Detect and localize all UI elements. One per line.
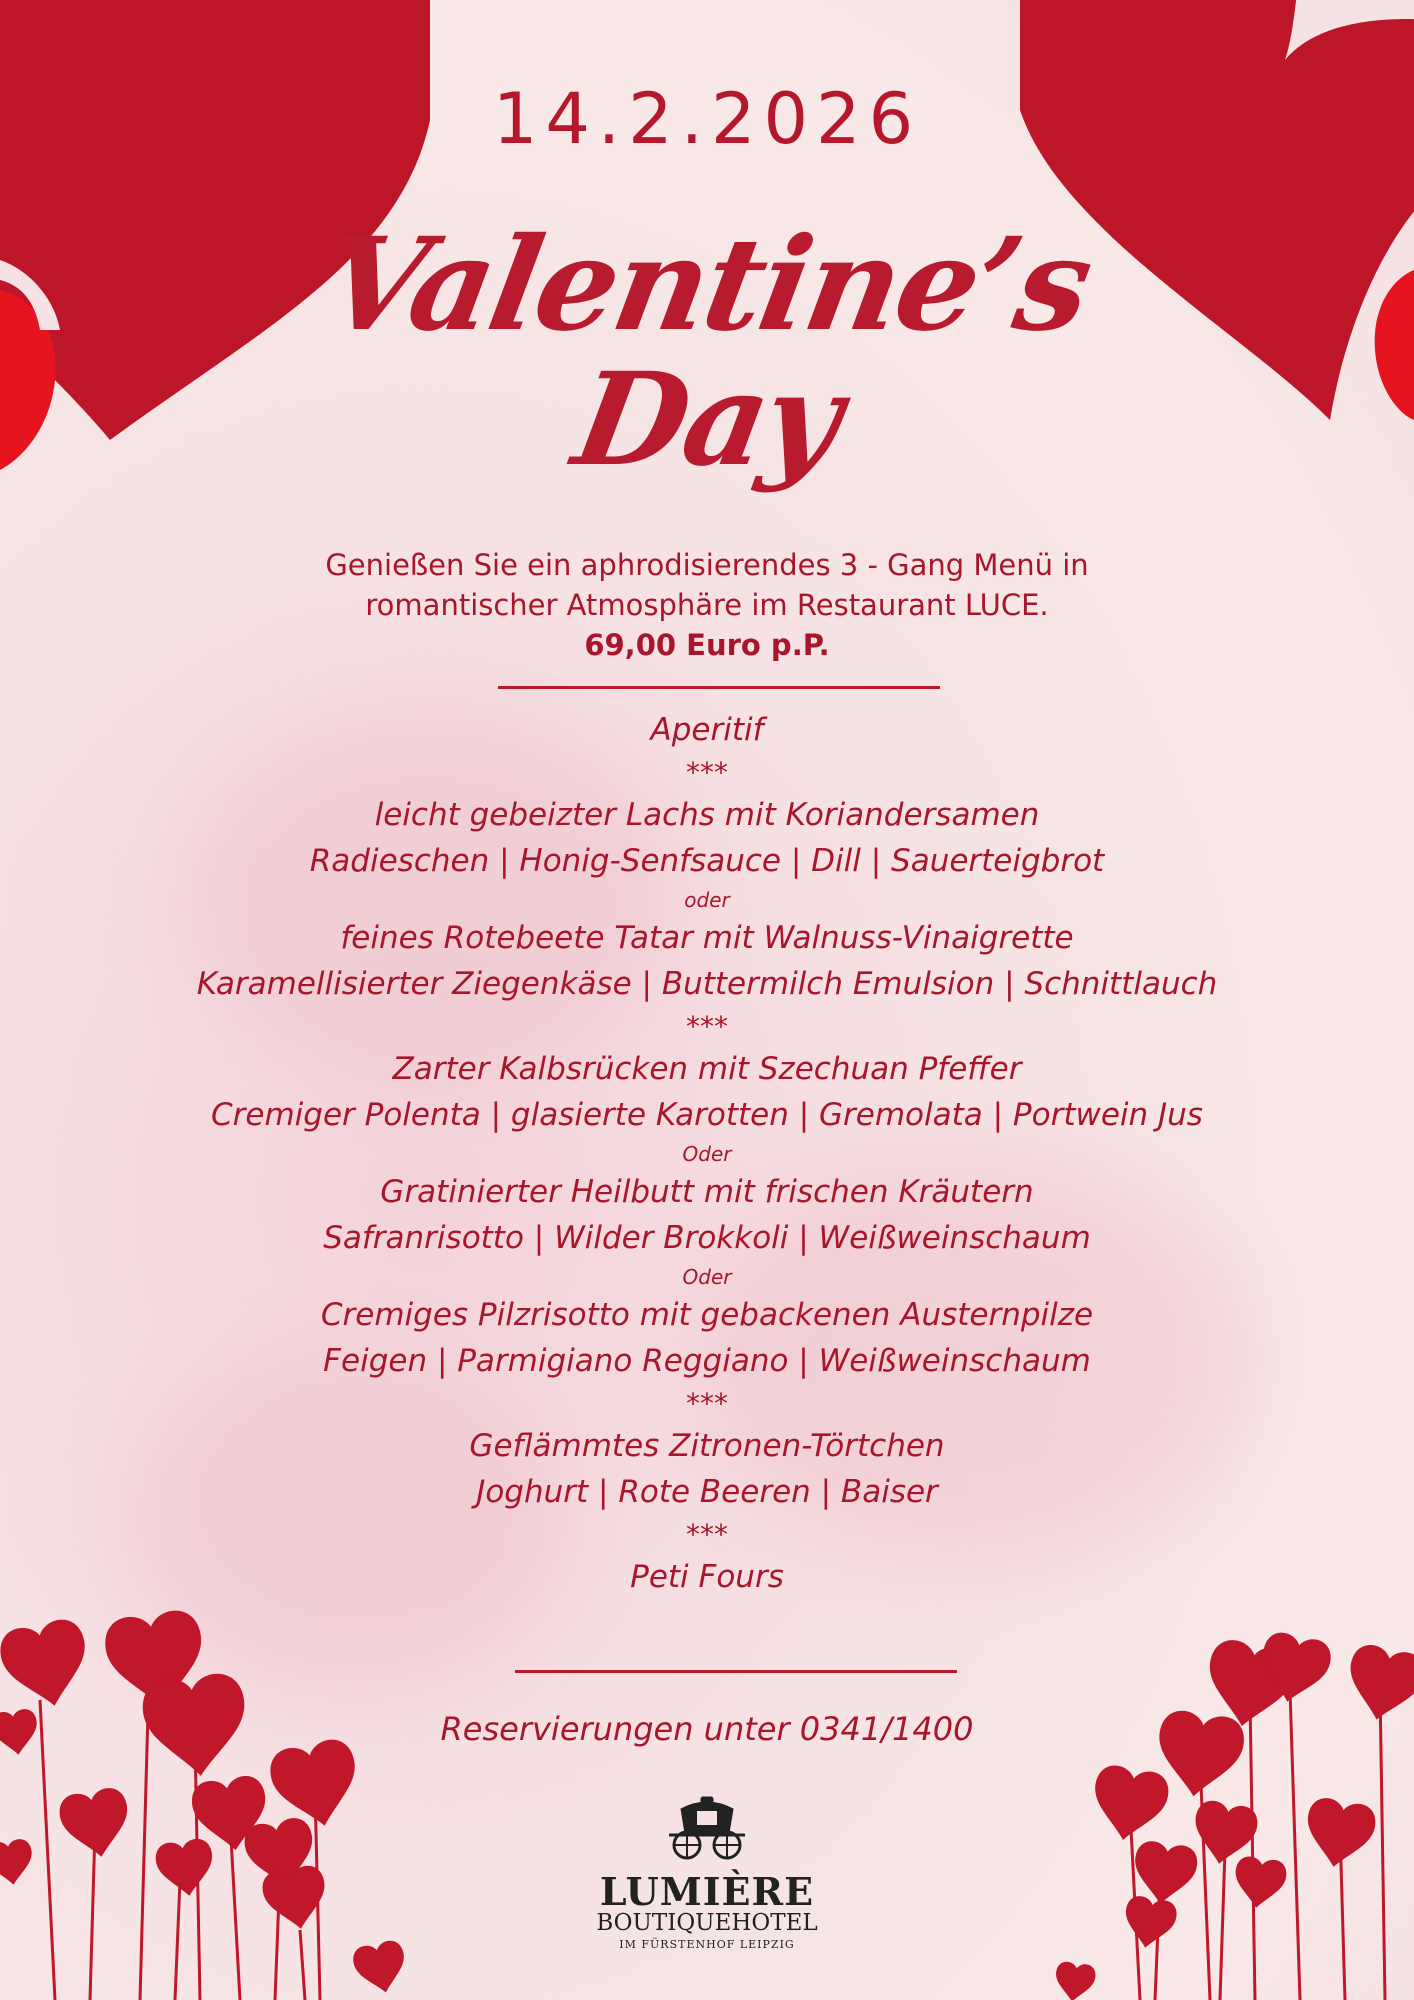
main-3-desc: Feigen | Parmigiano Reggiano | Weißweinschaum xyxy=(323,1343,1091,1379)
starter-2-title: feines Rotebeete Tatar mit Walnuss-Vinaigrette xyxy=(340,919,1074,956)
main-2-desc: Safranrisotto | Wilder Brokkoli | Weißweinschaum xyxy=(323,1220,1091,1256)
title-line-1: Valentine’s xyxy=(314,210,1100,360)
menu-separator: *** xyxy=(686,1009,728,1043)
menu-separator: *** xyxy=(686,755,728,789)
or-label: Oder xyxy=(682,1264,732,1289)
starter-1-desc: Radieschen | Honig-Senfsauce | Dill | Sauerteigbrot xyxy=(309,843,1105,879)
intro-line-1: Genießen Sie ein aphrodisierendes 3 - Gang Menü in xyxy=(325,548,1089,582)
menu-separator: *** xyxy=(686,1517,728,1551)
main-1-title: Zarter Kalbsrücken mit Szechuan Pfeffer xyxy=(392,1050,1022,1087)
logo-subtitle: BOUTIQUEHOTEL xyxy=(596,1910,818,1936)
main-2-title: Gratinierter Heilbutt mit frischen Kräutern xyxy=(380,1173,1034,1210)
starter-1-title: leicht gebeizter Lachs mit Koriandersamen xyxy=(374,796,1040,833)
menu-aperitif: Aperitif xyxy=(650,712,764,748)
logo-name: LUMIÈRE xyxy=(599,1869,815,1914)
event-date: 14.2.2026 xyxy=(492,78,922,160)
starter-2-desc: Karamellisierter Ziegenkäse | Buttermilch Emulsion | Schnittlauch xyxy=(196,966,1218,1002)
title-line-2: Day xyxy=(564,345,850,495)
intro-text xyxy=(0,545,1414,665)
main-3-title: Cremiges Pilzrisotto mit gebackenen Austernpilze xyxy=(320,1296,1094,1333)
divider-bottom xyxy=(515,1670,957,1673)
intro-line-2: romantischer Atmosphäre im Restaurant LUCE. xyxy=(365,588,1049,622)
menu-separator: *** xyxy=(686,1386,728,1420)
or-label: oder xyxy=(684,887,730,912)
dessert-desc: Joghurt | Rote Beeren | Baiser xyxy=(476,1474,938,1510)
carriage-icon xyxy=(667,1795,747,1863)
dessert-title: Geflämmtes Zitronen-Törtchen xyxy=(469,1427,945,1464)
price: 69,00 Euro p.P. xyxy=(584,628,830,662)
hotel-logo xyxy=(0,1795,1414,1951)
divider-top xyxy=(498,686,940,689)
or-label: Oder xyxy=(682,1141,732,1166)
reservation-info: Reservierungen unter 0341/1400 xyxy=(440,1710,974,1748)
menu xyxy=(0,707,1414,1600)
petit-fours: Peti Fours xyxy=(630,1558,784,1595)
main-1-desc: Cremiger Polenta | glasierte Karotten | Gremolata | Portwein Jus xyxy=(211,1097,1203,1133)
logo-location: IM FÜRSTENHOF LEIPZIG xyxy=(619,1938,795,1951)
